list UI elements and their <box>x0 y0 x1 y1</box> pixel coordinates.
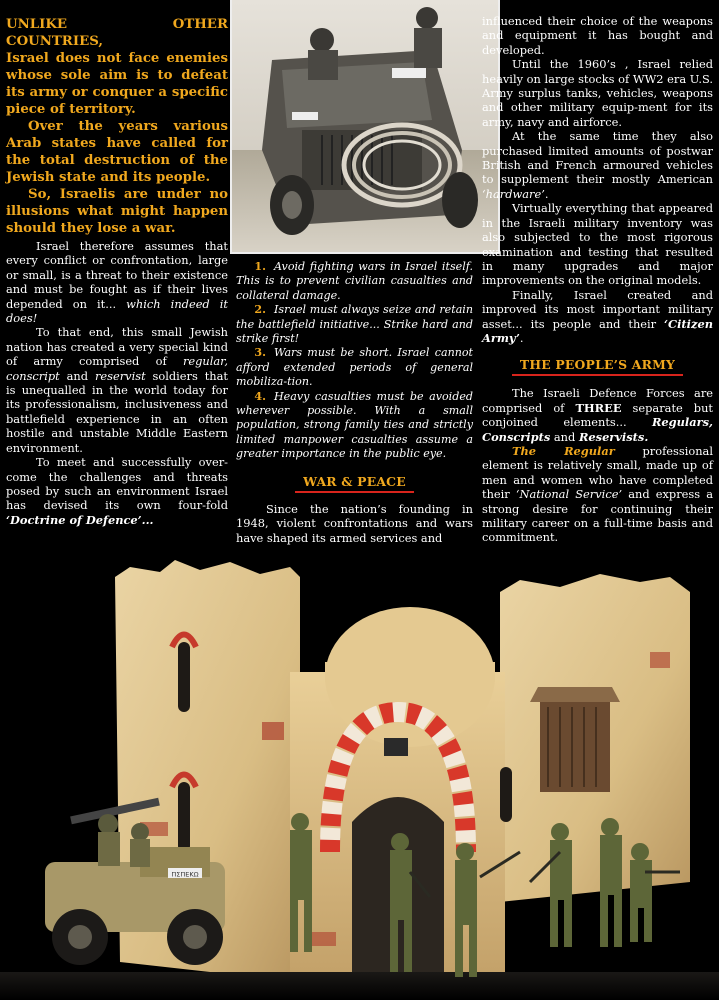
column-left <box>6 0 228 527</box>
doctrine-item-2: 2. Israel must always seize and retain the battlefield initiative... Strike hard and strike first! <box>236 303 473 346</box>
halftrack-photo <box>230 0 500 254</box>
building-diorama <box>0 552 719 1000</box>
right-paragraph-4: Finally, Israel created and improved its most important military asset... its people and their ‘Citizen Army’. <box>482 287 713 345</box>
lead-paragraph-2: Over the years various Arab states have called for the total destruction of the Jewish state and its people. <box>6 119 228 185</box>
war-peace-paragraph: Since the nation’s founding in 1948, violent confrontations and wars have shaped its armed services and <box>236 501 473 545</box>
body-paragraph-1: Israel therefore assumes that every conflict or confrontation, large or small, is a threat to their existence and must be fought as if their lives depended on it... which indeed it does! <box>6 239 228 326</box>
peoples-army-heading: THE PEOPLE’S ARMY <box>512 357 683 376</box>
column-right <box>482 14 713 545</box>
war-peace-heading-wrap <box>236 471 473 493</box>
lead-heading: UNLIKE OTHER COUNTRIES, <box>6 17 228 49</box>
right-paragraph-3: Virtually everything that appeared in the Israeli military inventory was also subjected to the most rigorous examination and testing that resulted in many upgrades and major improvements on the original models. <box>482 201 713 288</box>
jeep-plate: ΠΣΠΕΚΩ <box>171 870 199 879</box>
doctrine-item-3: 3. Wars must be short. Israel cannot afford extended periods of general mobiliza-tion. <box>236 346 473 389</box>
doctrine-item-1: 1. Avoid fighting wars in Israel itself. This is to prevent civilian casualties and collateral damage. <box>236 260 473 302</box>
lead-paragraph-3: So, Israelis are under no illusions what might happen should they lose a war. <box>6 187 228 236</box>
doctrine-item-4: 4. Heavy casualties must be avoided wherever possible. With a small population, strong family ties and strictly limited manpower casualties assume a greater importance in the public eye. <box>236 389 473 461</box>
column-middle <box>236 260 473 545</box>
right-paragraph-1: Until the 1960’s , Israel relied heavily on large stocks of WW2 era U.S. Army surplus tanks, vehicles, weapons and other military equip-ment for its army, navy and airforce. <box>482 57 713 129</box>
right-paragraph-5: The Israeli Defence Forces are comprised of THREE separate but conjoined elements... Regulars, Conscripts and Reservists. <box>482 386 713 444</box>
body-paragraph-2: To that end, this small Jewish nation has created a very special kind of army comprised of regular, conscript and reservist soldiers that is unequalled in the world today for its professionalism, inclusiveness and battlefield experience in an often hostile and unstable Middle Eastern environment. <box>6 325 228 455</box>
peoples-army-heading-wrap <box>482 354 713 376</box>
right-paragraph-6: The Regular professional element is relatively small, made up of men and women who have completed their ‘National Service’ and express a strong desire for continuing their military career on a full-time basis and commitment. <box>482 443 714 545</box>
body-paragraph-3: To meet and successfully over-come the challenges and threats posed by such an environment Israel has devised its own four-fold ‘Doctrine of Defence’... <box>6 455 228 527</box>
lead-paragraph-1: Israel does not face enemies whose sole aim is to defeat its army or conquer a specific piece of territory. <box>6 51 228 117</box>
right-paragraph-0: influenced their choice of the weapons and equipment it has bought and developed. <box>482 14 713 57</box>
diorama-illustration <box>0 552 719 1000</box>
war-peace-heading: WAR & PEACE <box>295 474 414 493</box>
halftrack-illustration <box>232 0 498 252</box>
right-paragraph-2: At the same time they also purchased limited amounts of postwar British and French armoured vehicles to supplement their mostly American ‘hardware’. <box>482 129 713 201</box>
